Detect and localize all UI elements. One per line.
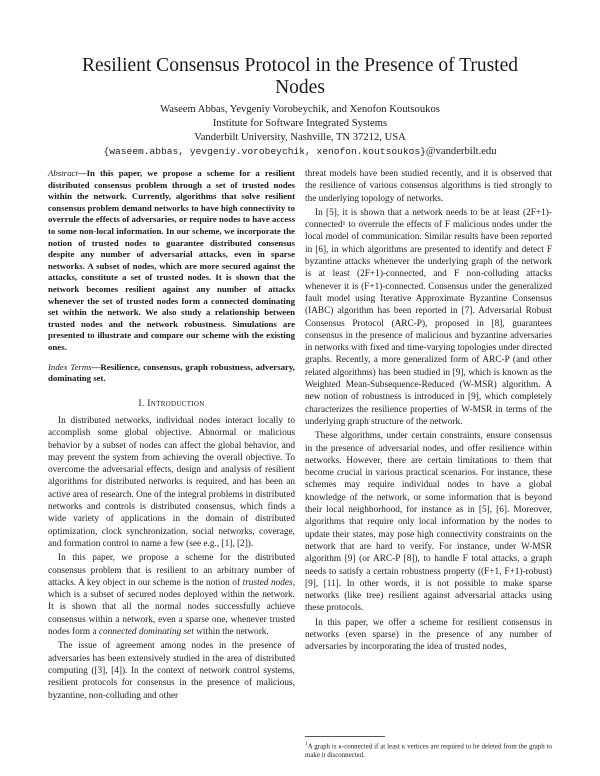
author-block [60, 103, 540, 159]
author-names: Waseem Abbas, Yevgeniy Vorobeychik, and Xenofon Koutsoukos [160, 104, 440, 115]
intro-paragraph-2 [48, 552, 295, 638]
author-university: Vanderbilt University, Nashville, TN 37212, USA [194, 132, 406, 143]
right-column [305, 168, 552, 656]
footnote [305, 740, 552, 760]
intro-paragraph-3: The issue of agreement among nodes in the presence of adversaries has been extensively studied in the area of distributed computing ([3], [4]). In the context of network control systems, resilient protocols for consensus in the presence of malicious, byzantine, non-colluding and other [48, 641, 295, 701]
intro-p2-text-b: , which is a subset of secured nodes deployed within the network. It is shown that all the normal nodes successfully achieve consensus within a network, even a sparse one, whenever trusted nodes form a [48, 577, 296, 638]
footnote-text: A graph is κ-connected if at least κ vertices are required to be deleted from the graph to make it disconnected. [305, 743, 552, 759]
author-emails [60, 145, 540, 159]
index-terms-text: —Resilience, consensus, graph robustness, adversary, dominating set. [48, 361, 295, 384]
right-paragraph-3: These algorithms, under certain constraints, ensure consensus in the presence of adversarial nodes, and offer resilience within networks. However, there are certain limitations to them that become crucial in various practical scenarios. For instance, these schemes may require individual nodes to have a global knowledge of the network, or some information that is beyond their local neighborhood, for instance as in [5], [6]. Moreover, algorithms that require only local information by the nodes to update their states, may pose high connectivity constraints on the network that are hard to verify. For instance, under W-MSR algorithm [9] (or ARC-P [8]), to handle F total attacks, a graph needs to satisfy a certain robustness property ((F+1, F+1)-robust)[9], [11]. In other words, it is not possible to make sparse networks (like tree) resilient against adversarial attacks using these protocols. [305, 431, 552, 614]
abstract-lead: Abstract [48, 168, 78, 178]
intro-p2-emphasis-cds: connected dominating set [98, 627, 194, 638]
footnote-rule [305, 736, 385, 737]
intro-paragraph-1: In distributed networks, individual nodes interact locally to accomplish some global objective. Abnormal or malicious behavior by a subset of nodes can affect the global behavior, and may prevent the system from achieving the overall objective. To overcome the adversarial effects, design and analysis of resilient algorithms for distributed networks is required, and has been an active area of research. One of the integral problems in distributed networks and controls is distributed consensus, which finds a wide variety of applications in the domain of distributed optimization, clock synchronization, social networks, coverage, and formation control to name a few (see e.g., [1], [2]). [48, 415, 295, 549]
index-terms [48, 362, 295, 385]
intro-p2-text-a: In this paper, we propose a scheme for the distributed consensus problem that is resilient to an arbitrary number of attacks. A key object in our scheme is the notion of [48, 553, 295, 588]
left-column [48, 168, 295, 704]
email-list: {waseem.abbas, yevgeniy.vorobeychik, xenofon.koutsoukos} [103, 146, 426, 157]
abstract [48, 168, 295, 354]
right-paragraph-2: In [5], it is shown that a network needs to be at least (2F+1)-connected¹ to overrule the effects of F malicious nodes under the local model of communication. Similar results have been reported in [6], in which algorithms are presented to identify and detect F byzantine attacks whenever the underlying graph of the network is at least (2F+1)-connected, and F non-colluding attacks whenever it is (F+1)-connected. Consensus under the generalized fault model using Iterative Approximate Byzantine Consensus (IABC) algorithm has been reported in [7]. Adversarial Robust Consensus Protocol (ARC-P), proposed in [8], guarantees consensus in the presence of malicious and byzantine adversaries in networks with fixed and time-varying topologies under directed graphs. Recently, a more generalized form of ARC-P (and other related algorithms) has been studied in [9], which is known as the Weighted Mean-Subsequence-Reduced (W-MSR) algorithm. A new notion of robustness is introduced in [9], which completely characterizes the resilience properties of W-MSR in terms of the underlying graph structure of the network. [305, 207, 552, 427]
footnote-mark: 1 [305, 741, 308, 747]
index-terms-lead: Index Terms [48, 361, 92, 372]
author-institute: Institute for Software Integrated Systems [212, 118, 388, 129]
intro-p2-text-c: within the network. [193, 627, 269, 638]
section-heading-introduction: I. Introduction [138, 397, 205, 409]
email-domain: @vanderbilt.edu [425, 146, 497, 157]
right-paragraph-1: threat models have been studied recently, and it is observed that the resilience of various consensus algorithms is tied strongly to the underlying topology of networks. [305, 169, 552, 204]
paper-title: Resilient Consensus Protocol in the Presence of Trusted Nodes [81, 55, 519, 98]
abstract-text: —In this paper, we propose a scheme for a resilient distributed consensus problem through a set of trusted nodes within the network. Currently, algorithms that solve resilient consensus problem demand networks to have high connectivity to overrule the effects of adversaries, or require nodes to have access to some non-local information. In our scheme, we incorporate the notion of trusted nodes to guarantee distributed consensus despite any number of adversarial attacks, even in sparse networks. A subset of nodes, which are more secured against the attacks, constitute a set of trusted nodes. It is shown that the network becomes resilient against any number of attacks whenever the set of trusted nodes form a connected dominating set within the network. We also study a relationship between trusted nodes and the network robustness. Simulations are presented to illustrate and compare our scheme with the existing ones. [48, 168, 295, 352]
intro-p2-emphasis-trusted-nodes: trusted nodes [242, 577, 293, 588]
right-paragraph-4: In this paper, we offer a scheme for resilient consensus in networks (even sparse) in the presence of any number of adversaries by incorporating the idea of trusted nodes, [305, 617, 552, 653]
